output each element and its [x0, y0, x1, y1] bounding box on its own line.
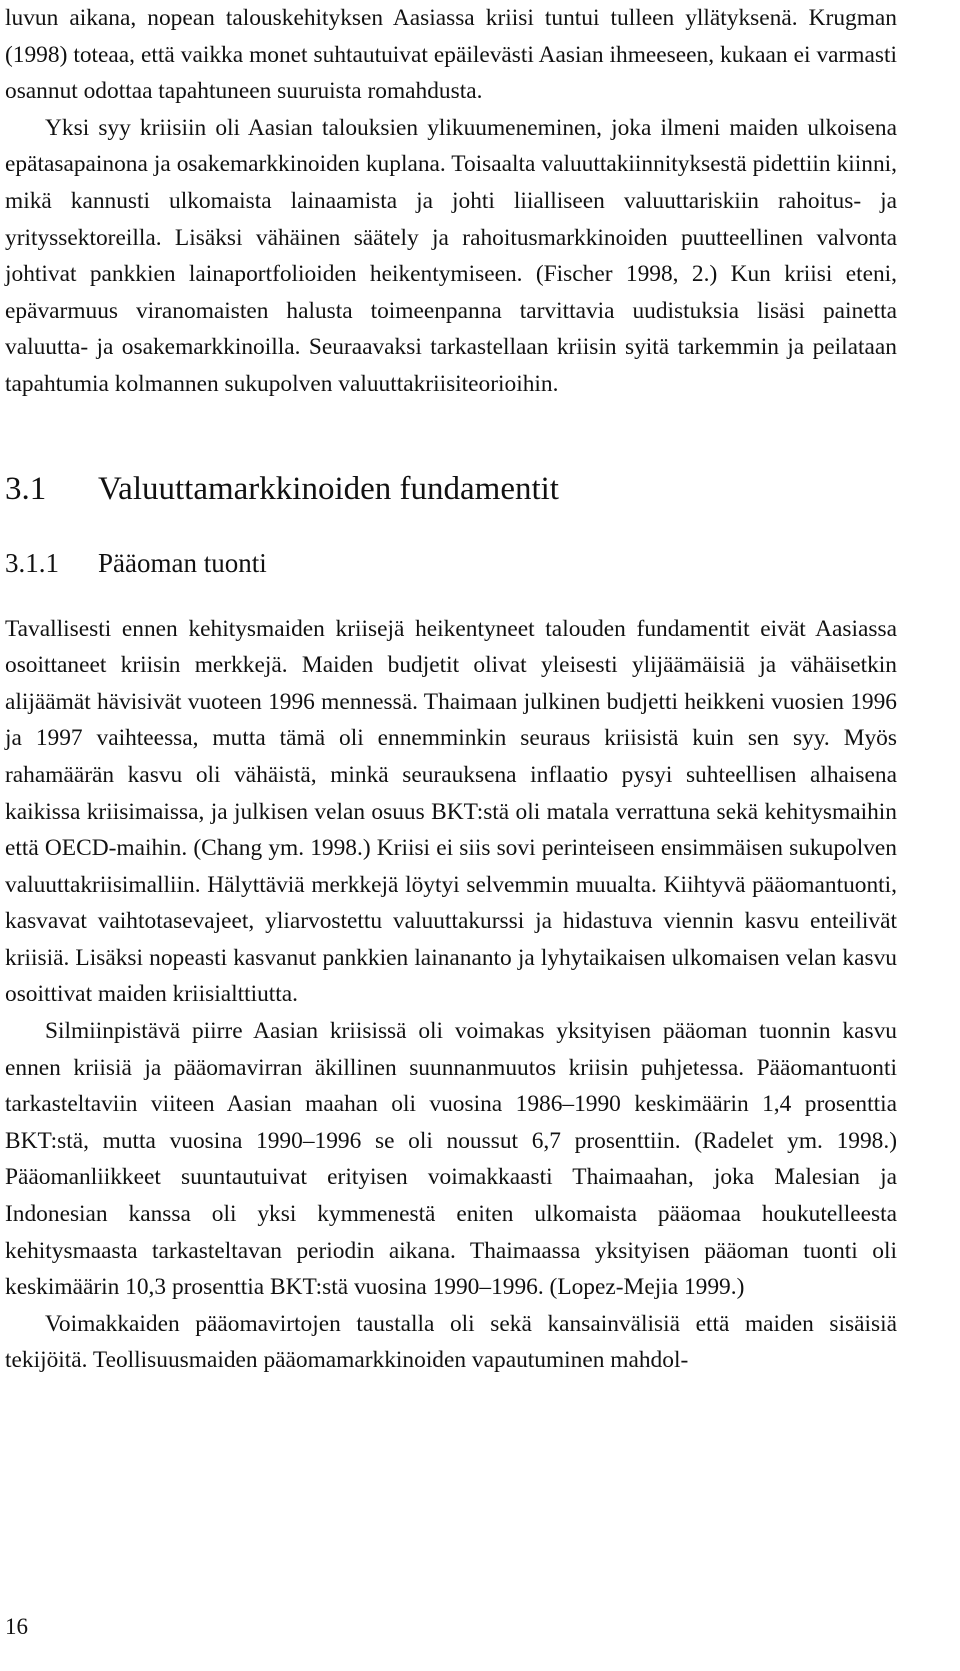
- spacer: [5, 403, 897, 467]
- section-heading: [5, 467, 897, 511]
- page-content: [5, 0, 897, 1379]
- section-number: 3.1: [5, 470, 47, 507]
- spacer: [5, 581, 897, 611]
- page-number: 16: [5, 1614, 28, 1639]
- paragraph-capital-inflows: Silmiinpistävä piirre Aasian kriisissä oli voimakas yksityisen pääoman tuonnin kasvu ennen kriisiä ja pääomavirran äkillinen suunnanmuutos kriisin puhjetessa. Pääomantuonti tarkasteltaviin viiteen Aasian maahan oli vuosina 1986–1990 keskimäärin 1,4 prosenttia BKT:stä, mutta vuosina 1990–1996 se oli noussut 6,7 prosenttiin. (Radelet ym. 1998.) Pääomanliikkeet suuntautuivat erityisen voimakkaasti Thaimaahan, joka Malesian ja Indonesian kanssa oli yksi kymmenestä eniten ulkomaista pääomaa houkutelleesta kehitysmaasta tarkasteltavan periodin aikana. Thaimaassa yksityisen pääoman tuonti oli keskimäärin 10,3 prosenttia BKT:stä vuosina 1990–1996. (Lopez-Mejia 1999.): [5, 1018, 897, 1301]
- subsection-number: 3.1.1: [5, 547, 59, 578]
- spacer: [5, 511, 897, 545]
- paragraph-fundamentals: Tavallisesti ennen kehitysmaiden kriisejä heikentyneet talouden fundamentit eivät Aasiassa osoittaneet kriisin merkkejä. Maiden budjetit olivat yleisesti ylijäämäisiä ja vähäisetkin alijäämät hävisivät vuoteen 1996 mennessä. Thaimaan julkinen budjetti heikkeni vuosien 1996 ja 1997 vaihteessa, mutta tämä oli ennemminkin seuraus kriisistä kuin sen syy. Myös rahamäärän kasvu oli vähäistä, minkä seurauksena inflaatio pysyi suhteellisen alhaisena kaikissa kriisimaissa, ja julkisen velan osuus BKT:stä oli matala verrattuna sekä kehitysmaihin että OECD-maihin. (Chang ym. 1998.) Kriisi ei siis sovi perinteiseen ensimmäisen sukupolven valuuttakriisimalliin. Hälyttäviä merkkejä löytyi selvemmin muualta. Kiihtyvä pääomantuonti, kasvavat vaihtotasevajeet, yliarvostettu valuuttakurssi ja hidastuva viennin kasvu enteilivät kriisiä. Lisäksi nopeasti kasvanut pankkien lainananto ja lyhytaikaisen ulkomaisen velan kasvu osoittivat maiden kriisialttiutta.: [5, 615, 897, 1008]
- subsection-title: Pääoman tuonti: [98, 547, 267, 578]
- paragraph-crisis-causes: Yksi syy kriisiin oli Aasian talouksien ylikuumeneminen, joka ilmeni maiden ulkoisena epätasapainona ja osakemarkkinoiden kuplana. Toisaalta valuuttakiinnityksestä pidettiin kiinni, mikä kannusti ulkomaista lainaamista ja johti liialliseen valuuttariskiin rahoitus- ja yrityssektoreilla. Lisäksi vähäinen säätely ja rahoitusmarkkinoiden puutteellinen valvonta johtivat pankkien lainaportfolioiden heikentymiseen. (Fischer 1998, 2.) Kun kriisi eteni, epävarmuus viranomaisten halusta toimeenpanna tarvittavia uudistuksia lisäsi painetta valuutta- ja osakemarkkinoilla. Seuraavaksi tarkastellaan kriisin syitä tarkemmin ja peilataan tapahtumia kolmannen sukupolven valuuttakriisiteorioihin.: [5, 114, 897, 397]
- paragraph-continuation: luvun aikana, nopean talouskehityksen Aasiassa kriisi tuntui tulleen yllätyksenä. Krugman (1998) toteaa, että vaikka monet suhtautuivat epäilevästi Aasian ihmeeseen, kukaan ei varmasti osannut odottaa tapahtuneen suuruista romahdusta.: [5, 5, 897, 105]
- section-title: Valuuttamarkkinoiden fundamentit: [98, 470, 559, 507]
- paragraph-capital-flow-factors: Voimakkaiden pääomavirtojen taustalla oli sekä kansainvälisiä että maiden sisäisiä tekijöitä. Teollisuusmaiden pääomamarkkinoiden vapautuminen mahdol-: [5, 1310, 897, 1374]
- subsection-heading: [5, 545, 897, 581]
